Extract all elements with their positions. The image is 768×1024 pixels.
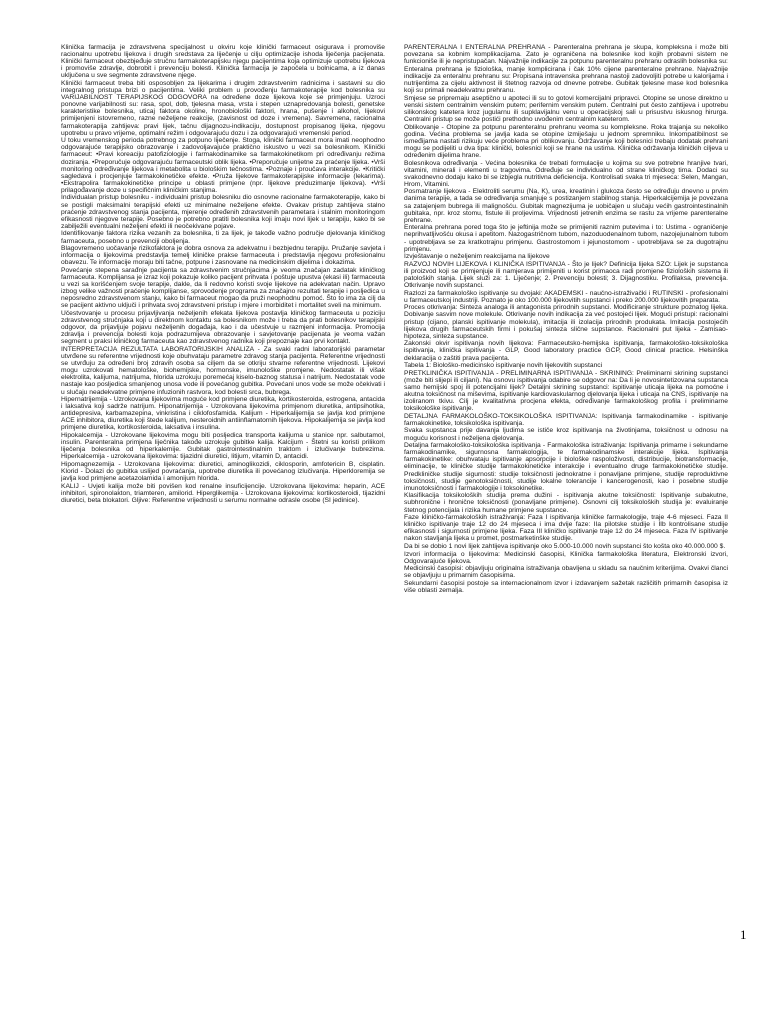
text-paragraph: Proces otkrivanja: Sinteza analoga ili antagonista prirodnih supstanci. Modificiranje strukture poznatog lijeka. Dobivanje sasvim nove molekule. Otkrivanje novih indikacija za već postojeći lijek. Mogući pristupi: racionalni pristup (cijano, planski ispitivanje molekula), imitacija ili izolacija prirodnih produkata. Imitacija postojećih lijekova drugih farmaceutskih firmi i pokušaj sinteza slične supstance. Racionalni put lijeka - Zamisao-hipoteza, sinteza supstance. (404, 304, 728, 340)
text-paragraph: Izvori informacija o lijekovima: Medicinski časopisi, Klinička farmakološka literatura, Elektronski izvori, Odgovarajuće lijekova. (404, 550, 728, 565)
text-paragraph: PARENTERALNA I ENTERALNA PREHRANA - Parenteralna prehrana je skupa, kompleksna i može biti povezana sa kobnim komplikacijama. Zato je ograničena na bolesnike kod kojih probavni sistem ne funkcioniše ili je nepristupačan. Najvažnije indikacije za potpunu parenteralnu prehranu odraslih bolesnika su: (404, 44, 728, 66)
text-paragraph: Učestvovanje u procesu prijavljivanja neželjenih efekata lijekova postavlja kliničkog farmaceuta u poziciju zdravstvenog stručnjaka koji u direktnom kontaktu sa bolesnikom može i treba da prati bolesnikov terapijski odgovor, da prijavljuje pojavu neželjenih događaja, kao i da učestvuje u razmjeni informacija. Promocija zdravlja i prevencija bolesti koja podrazumijeva obrazovanje i savjetovanje pacijenata je veoma važan segment u praksi kliničkog farmaceuta kao zdravstvenog radnika koji prepoznaje kao prvi kontakt. (61, 309, 385, 346)
text-paragraph: Razlozi za farmakološko ispitivanje su dvojaki: AKADEMSKI - naučno-istraživački i RUTINSKI - profesionalni u farmaceutskoj industriji. Poznato je oko 100.000 lijekovitih supstanci i preko 200.000 lijekovitih preparata. (404, 289, 728, 304)
text-paragraph: Hipernatrijemija - Uzrokovana lijekovima moguće kod primjene diuretika, kortikosteroida, estrogena, antacida i laksativa koji sadrže natrijum. Hiponatrijemija - Uzrokovana lijekovima primjenom diuretika, antipsihotika, antidepresiva, karbamazepina, vinkristina i ciklofosfamida. Kalijum - Hiperkalijemija se javlja kod primjene ACE inhibitora, diuretika koji štede kalijum, nesteroidnih antiinflamatornih lijekova. Hipokalijemija se javlja kod primjene diuretika, kortikosteroida, laksativa i insulina. (61, 396, 385, 432)
left-text-column (61, 44, 385, 984)
text-paragraph: RAZVOJ NOVIH LIJEKOVA I KLINIČKA ISPITIVANJA - Što je lijek? Definicija lijeka SZO: Lijek je supstanca ili proizvod koji se primjenjuje ili namjerava primijeniti u korist primaoca radi promjene fizioloških sistema ili patoloških stanja. Lijek služi za: 1. Liječenje; 2. Prevenciju bolesti; 3. Dijagnostiku. Profilaksa, prevencija. Otkrivanje novih supstanci. (404, 260, 728, 290)
text-paragraph: PRETKLINIČKA ISPITIVANJA - PRELIMINARNA ISPITIVANJA - SKRINING: Preliminarni skrining supstanci (može biti slijepi ili ciljani). Na osnovu ispitivanja odabire se odgovor na: Da li je novosintetizovana supstanca samo hemijski spoj ili potencijalni lijek? Detaljni skrining supstanci: ispitivanje uticaja lijeka na pomoćne i akutna toksičnost na miševima, ispitivanje kardiovaskularnog djelovanja lijeka i uticaja na CNS, ispitivanje na izoliranom tkivu. Cilj je kvalitativna procjena efekta, određivanje farmakološkog profila i preliminarne toksikološke ispitivanje. (404, 369, 728, 413)
text-paragraph: U toku vremenskog perioda potrebnog za potpuno liječenje. Stoga, klinički farmaceut mora imati neophodno odgovarajuće terapijsko obrazovanje i zadovoljavajuće praktično iskustvo u vezi sa bolesnikom. Klinički farmaceut: •Pravi koreaciju patofiziologije i farmakodinamike sa farmakokinetikom pri određivanju režima doziranja. •Preporučuje odgovarajuću farmaceutski oblik lijeka. •Preporučuje unijetne za praćenje lijeka. •Vrši monitoring određivanje lijekova i metabolita u biološkim tečnostima. •Poznaje i proučava interakcije. •Kritički sagledava i procjenjuje farmakokinetičke efekte. •Pruža lijekove farmakoterapijske informacije (lekarima). •Ekstrapolira farmakokinetičke principe u oblasti primjene (npr. lijekove preduzimanje lijekova). •Vrši prilagođavanje doze u specifičnim kliničkim stanjima. (61, 137, 385, 194)
text-paragraph: Blagovremeno uočavanje rizikofaktora je dobra osnova za adekvatnu i bezbjednu terapiju. Pružanje savjeta i informacija o lijekovima predstavlja temelj kliničke prakse farmaceuta i predstavlja njegovu profesionalnu obavezu. Te informacije moraju biti tačne, potpune i zasnovane na medicinskim dijelima i dokazima. (61, 245, 385, 267)
text-paragraph: Enteralna prehrana je fiziološka, manje komplicirana i čak 10% cijene parenteralne prehrane. Najvažnije indikacije za enteralnu prehranu su: Propisana intravenska prehrana nastoji zadovoljiti potrebe u kalorijama i nutrijentima za cijelu aktivnost ili štetnog razvoja od dnevne potrebe. Gubitak tjelesne mase kod bolesnika koji su primali neadekvatnu prehranu. (404, 65, 728, 95)
text-paragraph: Da bi se dobio 1 novi lijek zahtijeva ispitivanje oko 5.000-10.000 novih supstanci što košta oko 40.000.000 $. (404, 542, 726, 550)
text-paragraph: Klinička farmacija je zdravstvena specijalnost u okviru koje klinički farmaceut osigurava i promoviše racionalnu upotrebu lijekova i drugih sredstava za liječenje u cilju optimizacije ishoda liječenja pacijenata. Klinički farmaceut obezbjeđuje stručnu farmakoterapijsku njegu pacijentima koja optimizuje upotrebu lijekova i promoviše zdravlje, dobrobit i prevenciju bolesti. Klinička farmacija je započela u bolnicama, a iz danas uključena u sve segmente zdravstvene njege. (61, 44, 385, 80)
text-paragraph: Individualan pristup bolesniku - individualni pristup bolesniku dio osnovne racionalne farmakoterapije, kako bi se postigli maksimalni terapijski efekti uz minimalne neželjene efekte. Ovakav pristup zahtijeva stalno praćenje zdravstvenog stanja pacijenta, mjerenje određenih zdravstvenih parametara i stalnim monitoringom efikasnosti njegove terapije. Posebno je potrebno pratiti bolesnika koji imaju novi lijek u terapiju, kako bi se zabilježili eventualni neželjeni efekti ili neočekivane pojave. (61, 194, 385, 230)
text-paragraph: INTERPRETACIJA REZULTATA LABORATORIJSKIH ANALIZA - Za svaki radni laboratorijski parametar utvrđene su referentne vrijednosti koje obuhvataju parametre zdravog stanja pacijenta. Referentne vrijednosti se utvrđuju za određeni broj zdravih osoba sa ciljem da se otkriju stvarne referentne vrijednosti. Lijekovi mogu uzrokovati hematološke, biohemijske, hormonske, imunološke promjene. Nedostatak ili višak elektrolita, kalijuma, natrijuma, hlorida uzrokuju poremećaj kiselo-baznog statusa i natrijum. Nedostatak vode nastaje kao posljedica smanjenog unosa vode ili povećanog gubitka. Povećani unos vode se može očekivati i u slučaju neadekvatne primjene infuzionih rastvora, kod bolesti srca, bubrega. (61, 345, 385, 396)
text-paragraph: Faze kliničko-farmakoloških istraživanja: Faza I ispitivanja kliničke farmakologije, traje 4-6 mjeseci. Faza II kliničko ispitivanje traje 12 do 24 mjeseca i ima dvije faze: IIa pilotske studije i IIb kontrolisane studije efikasnosti i sigurnosti primjene lijeka. Faza III kliničko ispitivanje traje 12 do 24 mjeseca. Faza IV ispitivanje nakon stavljanja lijeka u promet, postmarketinške studije. (404, 514, 728, 543)
text-paragraph: Hipomagnezemija - Uzrokovana lijekovima: diuretici, aminoglikozidi, ciklosporin, amfotericin B, cisplatin. Klorid - Dolazi do gubitka uslijed povraćanja, upotrebe diuretika ili povećanog izlučivanja. Hiperkloremija se javlja kod primjene acetazolamida i amonijum hlorida. (61, 460, 385, 483)
text-paragraph: Posmatranje lijekova - Elektroliti serumu (Na, K), urea, kreatinin i glukoza često se određuju dnevno u prvim danima terapije, a tada se određivanja smanjuje s postizanjem stabilnog stanja. Hiperkalcijemija je povezana sa zatajenjem bubrega ili malignošću. Gubitak magnezijuma je uobičajen u slučaju većih gastrointestinalnih gubitaka, npr. kroz stomu, fistule ili proljevima. Vrijednosti jetrenih enzima se rastu za vrijeme parenteralne prehrane. (404, 188, 728, 224)
text-paragraph: Smjese se pripremaju aseptično u apoteci ili su to gotovi komercijalni pripravci. Otopine se unose direktno u venski sistem centralnim venskim putem; perifernim venskim putem. Centralni put često zahtijeva i upotrebu silikonskog katetera kroz jugularnu ili supklavijalnu venu u operacijskoj sali u prisustvu iskusnog hirurga. Centralni pristup se može postići prethodno uvođenim centralnim kateterom. (404, 94, 728, 123)
text-paragraph: Identifikovanje faktora rizika vezanih za bolesnika, ti za lijek, je takođe važno područje djelovanja kliničkog farmaceuta, posebno u prevenciji oboljenja. (61, 230, 385, 245)
text-paragraph: Tabela 1: Biološko-medicinsko ispitivanje novih lijekovitih supstanci (404, 362, 603, 370)
text-paragraph: Detaljna farmakološko-toksikološka ispitivanja - Farmakološka istraživanja: Ispitivanja primarne i sekundarne farmakodinamike, sigurnosna farmakologija, te farmakodinamske interakcije lijeka. Ispitivanja farmakokinetike: obuhvataju ispitivanje apsorpcije i biološke raspoloživosti, distribucije, biotransformacije, eliminacije, te kliničke studije farmakokinetičke interakcije i eventualno druge farmakokinetičke studije. Predkliničke studije sigurnosti: studije toksičnosti jednokratne i ponavljane primjene, studije reproduktivne toksičnosti, studije genotoksičnosti, studije lokalne tolerancije i kancerogenosti, kao i posebne studije imunotoksičnosti i farmakologije i toksokinetike. (404, 442, 728, 492)
text-paragraph: Klasifikacija toksikoloških studija prema dužini - ispitivanja akutne toksičnosti: Ispitivanje subakutne, subhronične i hronične toksičnosti (ponavljane primjene). Osnovni cilj toksikoloških studija je: evaluiranje štetnog potencijala i rizika humane primjene supstance. (404, 492, 728, 514)
right-text-column (404, 44, 728, 984)
text-paragraph: Hipokalcemija - Uzrokovane lijekovima mogu biti posljedica transporta kalijuma u stanice npr. salbutamol, insulin. Parenteralna primjena liječnika takođe uzrokuje gubitke kalija. Kalcijum - Štetni su koristi prilikom liječenja bolesnika od hiperkalemije. Gubitak gastrointestinalnim traktom i izlučivanje bubrezima. Hiperkalcemija - uzrokovana lijekovima: tijazidni diuretici, litijum, vitamin D, antacidi. (61, 432, 385, 461)
text-paragraph: Povećanje stepena sarađnje pacijenta sa zdravstvenim stručnjacima je veoma značajan zadatak kliničkog farmaceuta. Komplijansa je izraz koji pokazuje koliko pacijent prihvata i poštuje upustva (ekasi ili) farmaceuta u vezi sa korišćenjem svoje terapije, dakle, da li redovno koristi svoje lijekove na adekvatan način. Upravo izbog velike važnosti praćenje komplijanse, sprovodenje programa za značajno rezultati terapije i posljedica u neposredno zdravstvenom stanju, kako bi farmaceut mogao da pruži neophodnu pomoć. Što to ima za cilj da se pacijent aktivno uključi i prihvata svoj zdravstveni pristup i mjere i morbiditet i mortalitet sveli na minimum. (61, 266, 385, 310)
text-paragraph: DETALJNA FARMAKOLOŠKO-TOKSIKOLOŠKA ISPITIVANJA: Ispitivanja farmakodinamike - ispitivanje farmakokinetike, toksikološka ispitivanja. (404, 412, 728, 427)
text-paragraph: Zakonski okvir ispitivanja novih lijekova: Farmaceutsko-hemijska ispitivanja, farmakološko-toksikološka ispitivanja, klinička ispitivanja - GLP, Good laboratory practice GCP, Good clinical practice. Helsinška deklaracija o zaštiti prava pacijenta. (404, 340, 728, 362)
text-paragraph: Enteralna prehrana pored toga što je jeftinija može se primijeniti raznim putevima i to: Ustima - ograničenje neprihvatljivošću okusa i apetitom. Nazogastričnom tubom, nazoduodenalnom tubom, nazojejunalnom tubom - upotrebljava se za kratkotrajnu primjenu. Gastrostomom i jejunostomom - upotrebljava se za dugotrajnu primjenu. (404, 224, 728, 253)
text-paragraph: Bolesnikova određivanja - Većina bolesnika će trebati formulacije u kojima su sve potrebne hranjive tvari, vitamini, minerali i elementi u tragovima. Određuje se individualno od strane kliničkog tima. Dodaci su svakodnevno dodaju kako bi se izbjegla nutritivna deficiencija. Kontrolisati svaka tri mjeseca: Selen, Mangan, Hrom, Vitamini. (404, 159, 728, 188)
text-paragraph: Sekundarni časopisi postoje sa internacionalnom izvor i izdavanjem sažetak različitih primarnih časopisa iz više oblasti zemalja. (404, 579, 728, 595)
text-paragraph: Oblikovanje - Otopine za potpunu parenteralnu prehranu veoma su kompleksne. Roka trajanja su nekoliko godina. Većina problema se javlja kada se otopine izmiješaju u jednom spremniku. Inkompatibilnost se ismeđijama nastati rizikuju veće problema pri oblikovanju. Održavanje koji bolesnici trebaju dodatak prehrani mogu se podijeliti u dva tipa: klinički, bolesnici koji se hrane na ustima. Klinička održavanja kliničkih ciljeva u određenim dijelima hrane. (404, 123, 728, 159)
text-paragraph: KALIJ - Uvjeti kalija može biti povišen kod renalne insuficijencije. Uzrokovana lijekovima: heparin, ACE inhibitori, spironolakton, triamteren, amilorid. Hiperglikemija - Uzrokovana lijekovima: kortikosteroidi, tijazidni diuretici, beta blokatori. Gljive: Referentne vrijednosti u serumu normalne odrasle osobe (SI jedinice). (61, 482, 385, 504)
text-paragraph: Izvještavanje o neželjenim reakcijama na lijekove (404, 253, 550, 261)
text-paragraph: Klinički farmaceut treba biti osposobljen za lijekarima i drugim zdravstvenim radnicima i sastavni su dio integralnog pristupa brizi o pacijentima. Veliki problem u provođenju farmakoterapije kod bolesnika su VARIJABILNOST TERAPIJSKOG ODGOVORA na određene doze lijekova koje se primjenjuju. Uzroci ponovne varijabilnosti su: rasa, spol, dob, tjelesna masa, vrsta i stepen uznapredovanja bolesti, genetske karakteristike bolesnika, uticaj faktora okoline, hronobiološki faktori, hrana, pušenje i alkohol, lijekovi primijenjeni istovremeno, razne neželjene reakcije, (zavisnost od doze i vremena). Savremena, racionalna farmakoterapija zahtijeva: pravi lijek, tačnu dijagnozu-indikaciju, dostupnost propisanog lijeka, njegovu upotrebu u pravo vrijeme, optimalni režim i odgovarajuću dozu i za odgovarajući vremenski period. (61, 79, 385, 137)
page-number: 1 (740, 927, 747, 942)
text-paragraph: Svaka supstanca prije davanja ljudima se ističe kroz ispitivanja na životinjama, toksičnost u odnosu na moguću korisnost i neželjena djelovanja. (404, 427, 728, 442)
text-paragraph: Medicinski časopisi: objavljuju originalna istraživanja obavljena u skladu sa naučnim kriterijima. Ovakvi članci se objavljuju u primarnim časopisima. (404, 565, 728, 580)
